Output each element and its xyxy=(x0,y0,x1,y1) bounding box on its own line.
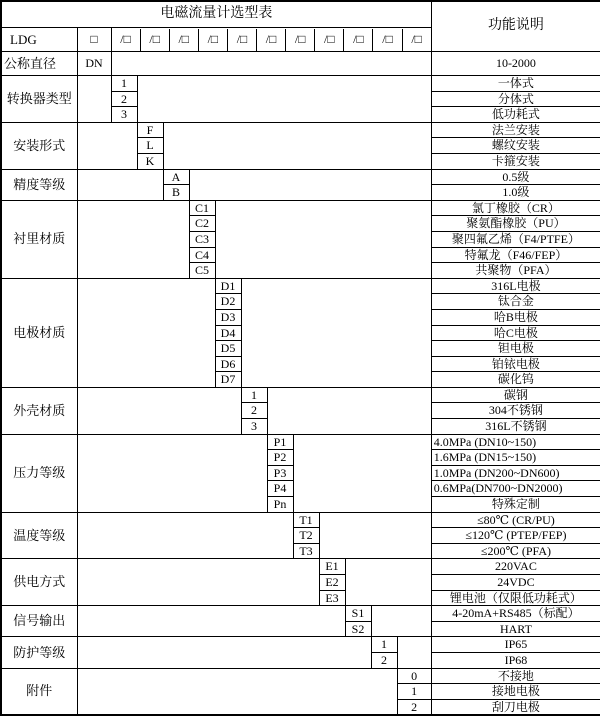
category-label: 电极材质 xyxy=(1,278,77,387)
category-label: 衬里材质 xyxy=(1,200,77,278)
option-code: C4 xyxy=(189,247,215,263)
option-code: D2 xyxy=(215,294,241,310)
spacer-cell xyxy=(77,387,241,434)
option-code: S1 xyxy=(345,606,371,622)
spacer-cell xyxy=(397,637,431,668)
option-code: E2 xyxy=(319,575,345,591)
option-code: D4 xyxy=(215,325,241,341)
category-label: 转换器类型 xyxy=(1,76,77,123)
category-label: 供电方式 xyxy=(1,559,77,606)
option-description: 304不锈钢 xyxy=(431,403,600,419)
option-row xyxy=(1,668,600,684)
option-description: ≤120℃ (PTEP/FEP) xyxy=(431,528,600,544)
option-row xyxy=(1,637,600,653)
option-row xyxy=(1,387,600,403)
code-slot: /□ xyxy=(402,29,431,51)
code-slot: /□ xyxy=(285,29,314,51)
option-code: 2 xyxy=(397,699,431,715)
option-description: 钛合金 xyxy=(431,294,600,310)
spacer-cell xyxy=(77,169,163,200)
option-code: D6 xyxy=(215,356,241,372)
option-code: 2 xyxy=(371,652,397,668)
code-slot: /□ xyxy=(198,29,227,51)
spacer-cell xyxy=(77,122,137,169)
option-code: 2 xyxy=(241,403,267,419)
spacer-cell xyxy=(77,637,371,668)
option-code: B xyxy=(163,185,189,201)
code-box: □ xyxy=(77,28,111,52)
option-description: 316L电极 xyxy=(431,278,600,294)
option-description: 4-20mA+RS485（标配） xyxy=(431,606,600,622)
option-code: S2 xyxy=(345,621,371,637)
option-description: 不接地 xyxy=(431,668,600,684)
spacer-cell xyxy=(77,559,319,606)
option-code: D1 xyxy=(215,278,241,294)
option-code: P2 xyxy=(267,450,293,466)
option-description: HART xyxy=(431,621,600,637)
option-description: 24VDC xyxy=(431,575,600,591)
option-description: 碳化钨 xyxy=(431,372,600,388)
spacer-cell xyxy=(77,512,293,559)
code-slot-strip xyxy=(111,28,431,52)
code-slot: /□ xyxy=(140,29,169,51)
option-row xyxy=(1,76,600,92)
option-code: 1 xyxy=(371,637,397,653)
option-description: 0.5级 xyxy=(431,169,600,185)
spacer-cell xyxy=(293,434,431,512)
dn-description: 10-2000 xyxy=(431,52,600,76)
option-code: 1 xyxy=(397,684,431,700)
function-column-header: 功能说明 xyxy=(431,1,600,52)
code-slot: /□ xyxy=(256,29,285,51)
spacer-cell xyxy=(137,76,431,123)
option-code: E1 xyxy=(319,559,345,575)
spacer-cell xyxy=(319,512,431,559)
option-description: 316L不锈钢 xyxy=(431,419,600,435)
spacer-cell xyxy=(267,387,431,434)
option-code: T3 xyxy=(293,543,319,559)
spacer-cell xyxy=(163,122,431,169)
spacer-cell xyxy=(215,200,431,278)
model-prefix: LDG xyxy=(1,28,77,52)
option-description: IP65 xyxy=(431,637,600,653)
option-description: 1.6MPa (DN15~150) xyxy=(431,450,600,466)
option-description: 铂铱电极 xyxy=(431,356,600,372)
category-label: 压力等级 xyxy=(1,434,77,512)
code-slot: /□ xyxy=(314,29,343,51)
option-code: P3 xyxy=(267,465,293,481)
option-row xyxy=(1,512,600,528)
option-code: 3 xyxy=(241,419,267,435)
option-code: Pn xyxy=(267,497,293,513)
option-description: 钽电极 xyxy=(431,341,600,357)
code-slot: /□ xyxy=(227,29,256,51)
option-code: 0 xyxy=(397,668,431,684)
option-code: 1 xyxy=(111,76,137,92)
option-code: T1 xyxy=(293,512,319,528)
option-code: P4 xyxy=(267,481,293,497)
option-code: D5 xyxy=(215,341,241,357)
option-description: 共聚物（PFA） xyxy=(431,263,600,279)
spacer-cell xyxy=(77,668,397,715)
option-code: 1 xyxy=(241,387,267,403)
option-description: 1.0级 xyxy=(431,185,600,201)
option-code: A xyxy=(163,169,189,185)
option-description: 特殊定制 xyxy=(431,497,600,513)
dn-code: DN xyxy=(77,52,111,76)
category-label: 防护等级 xyxy=(1,637,77,668)
category-label: 外壳材质 xyxy=(1,387,77,434)
option-row xyxy=(1,200,600,216)
option-description: 特氟龙（F46/FEP） xyxy=(431,247,600,263)
option-code: C1 xyxy=(189,200,215,216)
page-title: 电磁流量计选型表 xyxy=(1,1,431,28)
option-description: 碳钢 xyxy=(431,387,600,403)
option-description: 卡箍安装 xyxy=(431,153,600,169)
option-row xyxy=(1,122,600,138)
option-code: 2 xyxy=(111,91,137,107)
option-description: 氯丁橡胶（CR） xyxy=(431,200,600,216)
option-code: F xyxy=(137,122,163,138)
option-code: D3 xyxy=(215,309,241,325)
code-slot: /□ xyxy=(120,32,131,47)
code-slot-row xyxy=(112,29,431,51)
option-description: 分体式 xyxy=(431,91,600,107)
option-description: 接地电极 xyxy=(431,684,600,700)
option-code: C2 xyxy=(189,216,215,232)
spacer-cell xyxy=(77,76,111,123)
category-label: 安装形式 xyxy=(1,122,77,169)
option-description: 哈B电极 xyxy=(431,309,600,325)
code-slot: /□ xyxy=(169,29,198,51)
spacer-cell xyxy=(371,606,431,637)
option-code: P1 xyxy=(267,434,293,450)
category-label: 信号输出 xyxy=(1,606,77,637)
spacer-cell xyxy=(77,278,215,387)
option-description: 刮刀电极 xyxy=(431,699,600,715)
category-label: 附件 xyxy=(1,668,77,715)
option-code: L xyxy=(137,138,163,154)
option-row xyxy=(1,434,600,450)
option-code: T2 xyxy=(293,528,319,544)
option-row xyxy=(1,169,600,185)
option-description: 聚四氟乙烯（F4/PTFE） xyxy=(431,231,600,247)
option-description: 220VAC xyxy=(431,559,600,575)
option-row xyxy=(1,559,600,575)
option-code: C5 xyxy=(189,263,215,279)
spacer-cell xyxy=(241,278,431,387)
spacer-cell xyxy=(189,169,431,200)
option-description: 1.0MPa (DN200~DN600) xyxy=(431,465,600,481)
option-description: 聚氨酯橡胶（PU） xyxy=(431,216,600,232)
option-description: ≤80℃ (CR/PU) xyxy=(431,512,600,528)
option-code: 3 xyxy=(111,107,137,123)
option-description: 法兰安装 xyxy=(431,122,600,138)
option-row xyxy=(1,278,600,294)
spacer-cell xyxy=(77,434,267,512)
code-slot: /□ xyxy=(372,29,401,51)
option-description: ≤200℃ (PFA) xyxy=(431,543,600,559)
category-label: 精度等级 xyxy=(1,169,77,200)
option-row xyxy=(1,606,600,622)
category-label-dn: 公称直径 xyxy=(1,52,77,76)
option-description: IP68 xyxy=(431,652,600,668)
code-slot: /□ xyxy=(343,29,372,51)
option-description: 一体式 xyxy=(431,76,600,92)
spacer-cell xyxy=(77,606,345,637)
spacer-cell xyxy=(345,559,431,606)
option-code: C3 xyxy=(189,231,215,247)
option-code: D7 xyxy=(215,372,241,388)
spacer-cell xyxy=(77,200,189,278)
spacer-cell xyxy=(111,52,431,76)
option-description: 螺纹安装 xyxy=(431,138,600,154)
option-code: K xyxy=(137,153,163,169)
option-description: 哈C电极 xyxy=(431,325,600,341)
option-description: 0.6MPa(DN700~DN2000) xyxy=(431,481,600,497)
option-description: 4.0MPa (DN10~150) xyxy=(431,434,600,450)
category-label: 温度等级 xyxy=(1,512,77,559)
option-description: 锂电池（仅限低功耗式） xyxy=(431,590,600,606)
option-description: 低功耗式 xyxy=(431,107,600,123)
option-code: E3 xyxy=(319,590,345,606)
